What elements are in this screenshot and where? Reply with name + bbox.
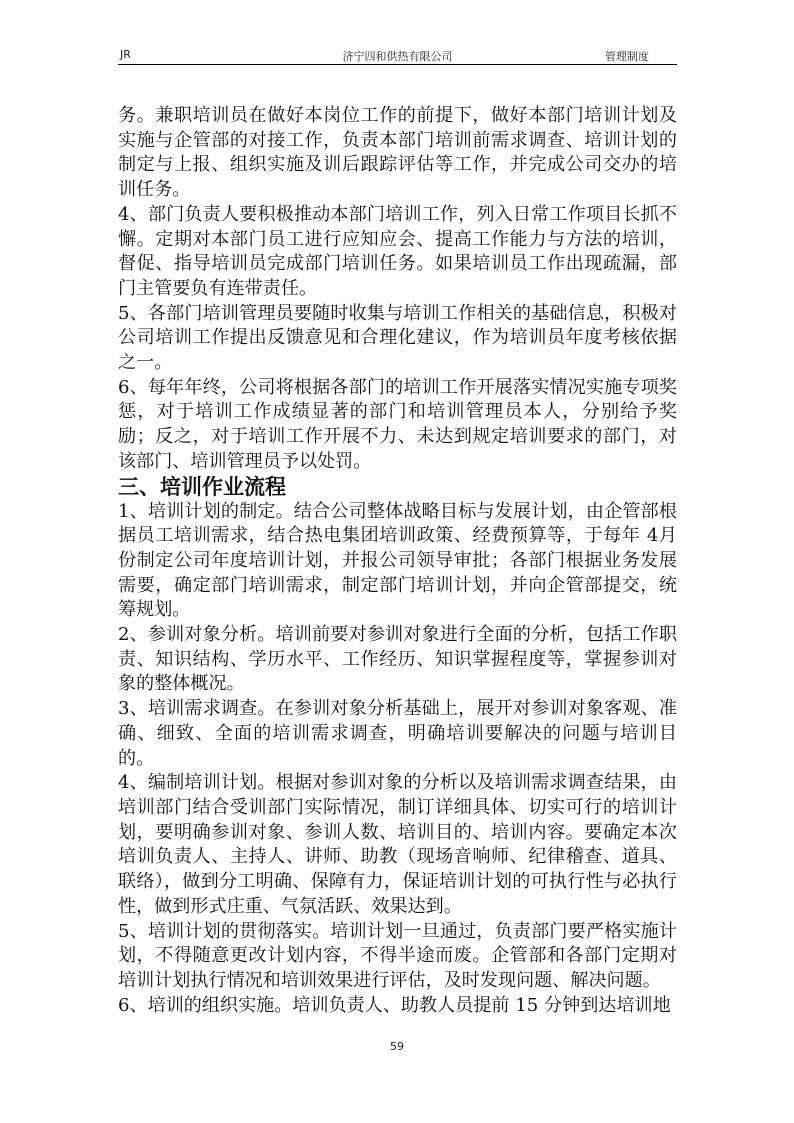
paragraph: 1、培训计划的制定。结合公司整体战略目标与发展计划，由企管部根据员工培训需求，结合热电集团培训政策、经费预算等，于每年 4月份制定公司年度培训计划，并报公司领导审批；各部门根据业务发展需要，确定部门培训需求，制定部门培训计划，并向企管部提交，统筹规划。 [118,500,677,621]
paragraph: 6、每年年终，公司将根据各部门的培训工作开展落实情况实施专项奖惩，对于培训工作成绩显著的部门和培训管理员本人，分别给予奖励；反之，对于培训工作开展不力、未达到规定培训要求的部门，对该部门、培训管理员予以处罚。 [118,376,677,472]
header-doc-type: 管理制度 [605,50,649,63]
paragraph: 务。兼职培训员在做好本岗位工作的前提下，做好本部门培训计划及实施与企管部的对接工作，负责本部门培训前需求调查、培训计划的制定与上报、组织实施及训后跟踪评估等工作，并完成公司交办的培训任务。 [118,105,677,201]
page-body [118,104,677,1018]
header-doc-code: JR [120,48,131,61]
header-company-name: 济宁四和供热有限公司 [342,50,453,63]
paragraph: 3、培训需求调查。在参训对象分析基础上，展开对参训对象客观、准确、细致、全面的培训需求调查，明确培训要解决的问题与培训目的。 [118,698,677,769]
section-heading: 三、培训作业流程 [118,474,286,499]
paragraph: 2、参训对象分析。培训前要对参训对象进行全面的分析，包括工作职责、知识结构、学历水平、工作经历、知识掌握程度等，掌握参训对象的整体概况。 [118,624,677,695]
paragraph: 4、编制培训计划。根据对参训对象的分析以及培训需求调查结果，由培训部门结合受训部门实际情况，制订详细具体、切实可行的培训计划，要明确参训对象、参训人数、培训目的、培训内容。要确定本次培训负责人、主持人、讲师、助教（现场音响师、纪律稽查、道具、联络），做到分工明确、保障有力，保证培训计划的可执行性与必执行性，做到形式庄重、气氛活跃、效果达到。 [118,772,677,917]
paragraph: 6、培训的组织实施。培训负责人、助教人员提前 15 分钟到达培训地 [118,994,671,1016]
paragraph: 4、部门负责人要积极推动本部门培训工作，列入日常工作项目长抓不懈。定期对本部门员工进行应知应会、提高工作能力与方法的培训，督促、指导培训员完成部门培训任务。如果培训员工作出现疏漏，部门主管要负有连带责任。 [118,203,677,299]
page-header [118,44,677,65]
paragraph: 5、各部门培训管理员要随时收集与培训工作相关的基础信息，积极对公司培训工作提出反馈意见和合理化建议，作为培训员年度考核依据之一。 [118,302,677,374]
paragraph: 5、培训计划的贯彻落实。培训计划一旦通过，负责部门要严格实施计划，不得随意更改计划内容，不得半途而废。企管部和各部门定期对培训计划执行情况和培训效果进行评估，及时发现问题、解决问题。 [118,920,677,991]
page-number: 59 [390,1040,404,1053]
